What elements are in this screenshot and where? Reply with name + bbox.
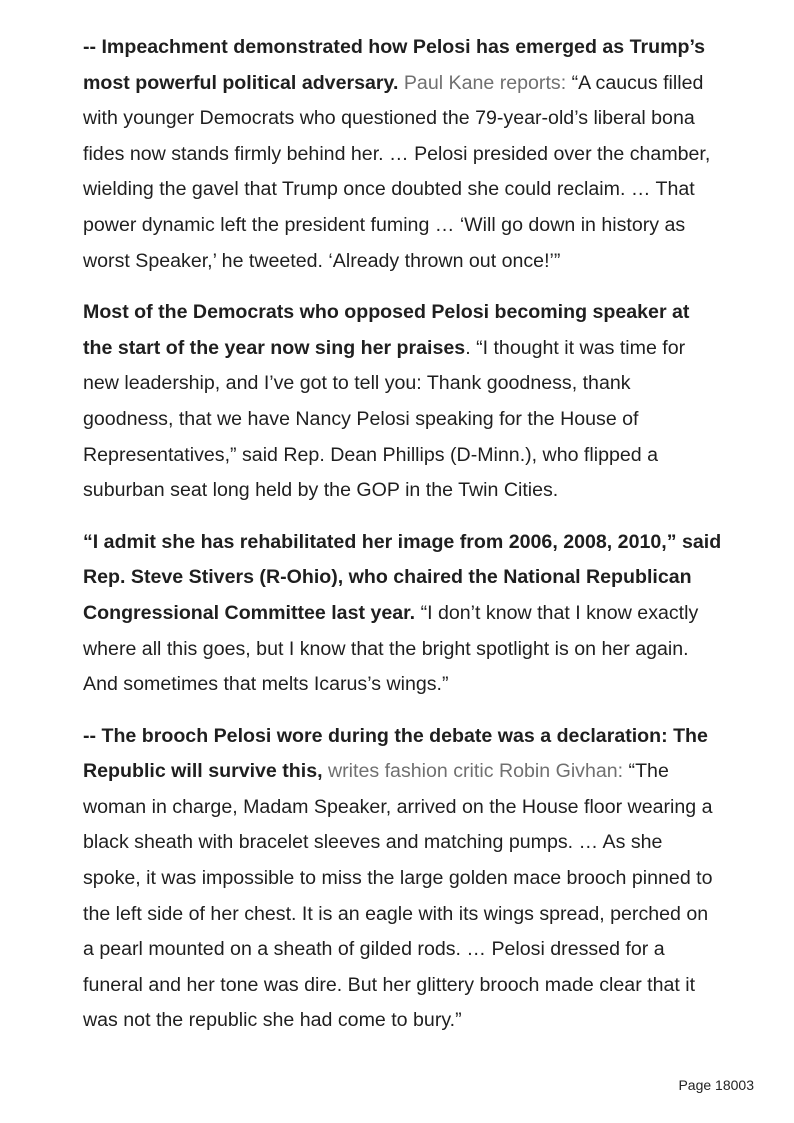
paragraph-3-quote: “I don’t know that I know exactly where all this goes, but I know that the bright spotlight is on her again. And sometimes that melts Icarus’s wings.” bbox=[83, 601, 699, 696]
paragraph-1-quote: “A caucus filled with younger Democrats who questioned the 79-year-old’s liberal bona fides now stands firmly behind her. … Pelosi presided over the chamber, wielding the gavel that Trump once doubted she could reclaim. … That power dynamic left the president fuming … ‘Will go down in history as worst Speaker,’ he tweeted. ‘Already thrown out once!’” bbox=[83, 71, 711, 272]
page-number: Page 18003 bbox=[678, 1077, 754, 1093]
paragraph-brooch bbox=[83, 719, 723, 1039]
paragraph-impeachment bbox=[83, 30, 723, 279]
paragraph-3-lead: “I admit she has rehabilitated her image from 2006, 2008, 2010,” said Rep. Steve Stivers (R-Ohio), who chaired the National Republican Congressional Committee last year. bbox=[83, 530, 722, 624]
paragraph-4-lead: -- The brooch Pelosi wore during the debate was a declaration: The Republic will survive this, bbox=[83, 724, 708, 783]
paragraph-1-lead: -- Impeachment demonstrated how Pelosi has emerged as Trump’s most powerful political adversary. bbox=[83, 36, 706, 94]
paragraph-4-quote: “The woman in charge, Madam Speaker, arrived on the House floor wearing a black sheath with bracelet sleeves and matching pumps. … As she spoke, it was impossible to miss the large golden mace brooch pinned to the left side of her chest. It is an eagle with its wings spread, perched on a pearl mounted on a sheath of gilded rods. … Pelosi dressed for a funeral and her tone was dire. But her glittery brooch made clear that it was not the republic she had come to bury.” bbox=[83, 760, 713, 1032]
document-body bbox=[83, 30, 723, 1055]
paragraph-2-quote: . “I thought it was time for new leadership, and I’ve got to tell you: Thank goodness, thank goodness, that we have Nancy Pelosi speaking for the House of Representatives,” said Rep. Dean Phillips (D-Minn.), who flipped a suburban seat long held by the GOP in the Twin Cities. bbox=[83, 336, 686, 502]
paragraph-2-lead: Most of the Democrats who opposed Pelosi becoming speaker at the start of the year now sing her praises bbox=[83, 301, 690, 359]
paragraph-1-attribution: Paul Kane reports: bbox=[398, 71, 567, 94]
paragraph-4-attribution: writes fashion critic Robin Givhan: bbox=[322, 760, 624, 783]
paragraph-democrats-praise bbox=[83, 295, 723, 509]
paragraph-stivers bbox=[83, 525, 723, 703]
